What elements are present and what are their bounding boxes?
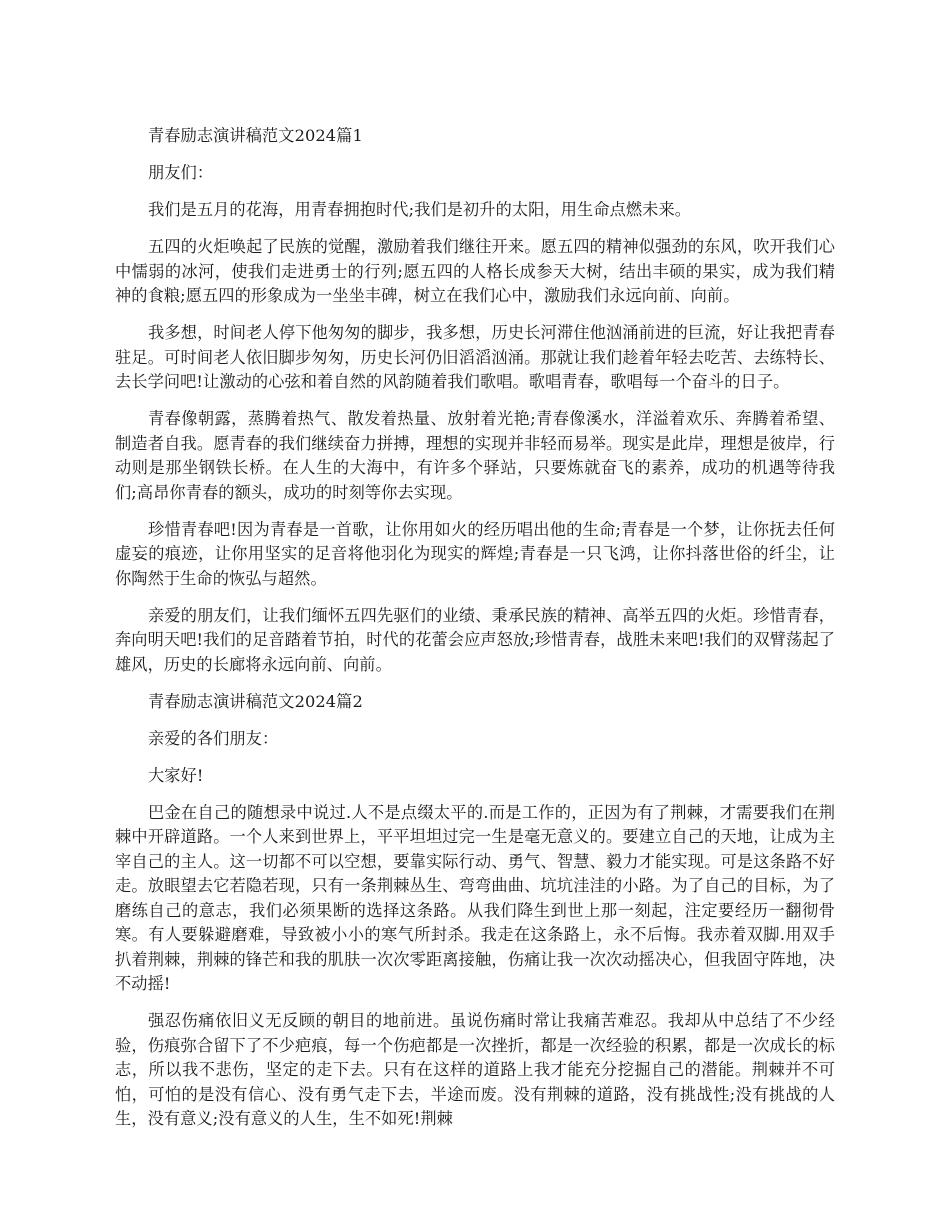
paragraph: 珍惜青春吧!因为青春是一首歌，让你用如火的经历唱出他的生命;青春是一个梦，让你抚去任何虚妄的痕迹，让你用坚实的足音将他羽化为现实的辉煌;青春是一只飞鸿，让你抖落世俗的纤尘，让你陶然于生命的恢弘与超然。 xyxy=(115,519,835,588)
document-body xyxy=(115,124,835,1144)
greeting: 大家好! xyxy=(148,765,204,785)
paragraph: 五四的火炬唤起了民族的觉醒，激励着我们继往开来。愿五四的精神似强劲的东风，吹开我们心中懦弱的冰河，使我们走进勇士的行列;愿五四的人格长成参天大树，结出丰硕的果实，成为我们精神的食粮;愿五四的形象成为一坐坐丰碑，树立在我们心中，激励我们永远向前、向前。 xyxy=(115,237,835,305)
paragraph: 亲爱的朋友们，让我们缅怀五四先驱们的业绩、秉承民族的精神、高举五四的火炬。珍惜青春，奔向明天吧!我们的足音踏着节拍，时代的花蕾会应声怒放;珍惜青春，战胜未来吧!我们的双臂荡起了雄风，历史的长廊将永远向前、向前。 xyxy=(115,605,835,674)
section-2-heading: 青春励志演讲稿范文2024篇2 xyxy=(148,691,363,711)
salutation: 亲爱的各们朋友： xyxy=(148,728,279,748)
section-1-heading: 青春励志演讲稿范文2024篇1 xyxy=(148,126,363,145)
paragraph: 我多想，时间老人停下他匆匆的脚步，我多想，历史长河滞住他汹涌前进的巨流，好让我把青春驻足。可时间老人依旧脚步匆匆，历史长河仍旧滔滔汹涌。那就让我们趁着年轻去吃苦、去练特长、去长学问吧!让激动的心弦和着自然的风韵随着我们歌唱。歌唱青春，歌唱每一个奋斗的日子。 xyxy=(115,323,835,391)
paragraph: 强忍伤痛依旧义无反顾的朝目的地前进。虽说伤痛时常让我痛苦难忍。我却从中总结了不少经验，伤痕弥合留下了不少疤痕，每一个伤疤都是一次挫折，都是一次经验的积累，都是一次成长的标志，所以我不悲伤，坚定的走下去。只有在这样的道路上我才能充分挖掘自己的潜能。荆棘并不可怕，可怕的是没有信心、没有勇气走下去，半途而废。没有荆棘的道路，没有挑战性;没有挑战的人生，没有意义;没有意义的人生，生不如死!荆棘 xyxy=(115,1011,835,1128)
salutation: 朋友们： xyxy=(148,163,214,182)
paragraph: 我们是五月的花海，用青春拥抱时代;我们是初升的太阳，用生命点燃未来。 xyxy=(148,200,692,219)
paragraph: 巴金在自己的随想录中说过.人不是点缀太平的.而是工作的，正因为有了荆棘，才需要我们在荆棘中开辟道路。一个人来到世界上，平平坦坦过完一生是毫无意义的。要建立自己的天地，让成为主宰自己的主人。这一切都不可以空想，要靠实际行动、勇气、智慧、毅力才能实现。可是这条路不好走。放眼望去它若隐若现，只有一条荆棘丛生、弯弯曲曲、坑坑洼洼的小路。为了自己的目标，为了磨练自己的意志，我们必须果断的选择这条路。从我们降生到世上那一刻起，注定要经历一翻彻骨寒。有人要躲避磨难，导致被小小的寒气所封杀。我走在这条路上，永不后悔。我赤着双脚.用双手扒着荆棘，荆棘的锋芒和我的肌肤一次次零距离接触，伤痛让我一次次动摇决心，但我固守阵地，决不动摇! xyxy=(115,802,835,993)
paragraph: 青春像朝露，蒸腾着热气、散发着热量、放射着光艳;青春像溪水，洋溢着欢乐、奔腾着希望、制造者自我。愿青春的我们继续奋力拼搏，理想的实现并非轻而易举。现实是此岸，理想是彼岸，行动则是那坐钢铁长桥。在人生的大海中，有许多个驿站，只要炼就奋飞的素养，成功的机遇等待我们;高昂你青春的额头，成功的时刻等你去实现。 xyxy=(115,409,835,502)
